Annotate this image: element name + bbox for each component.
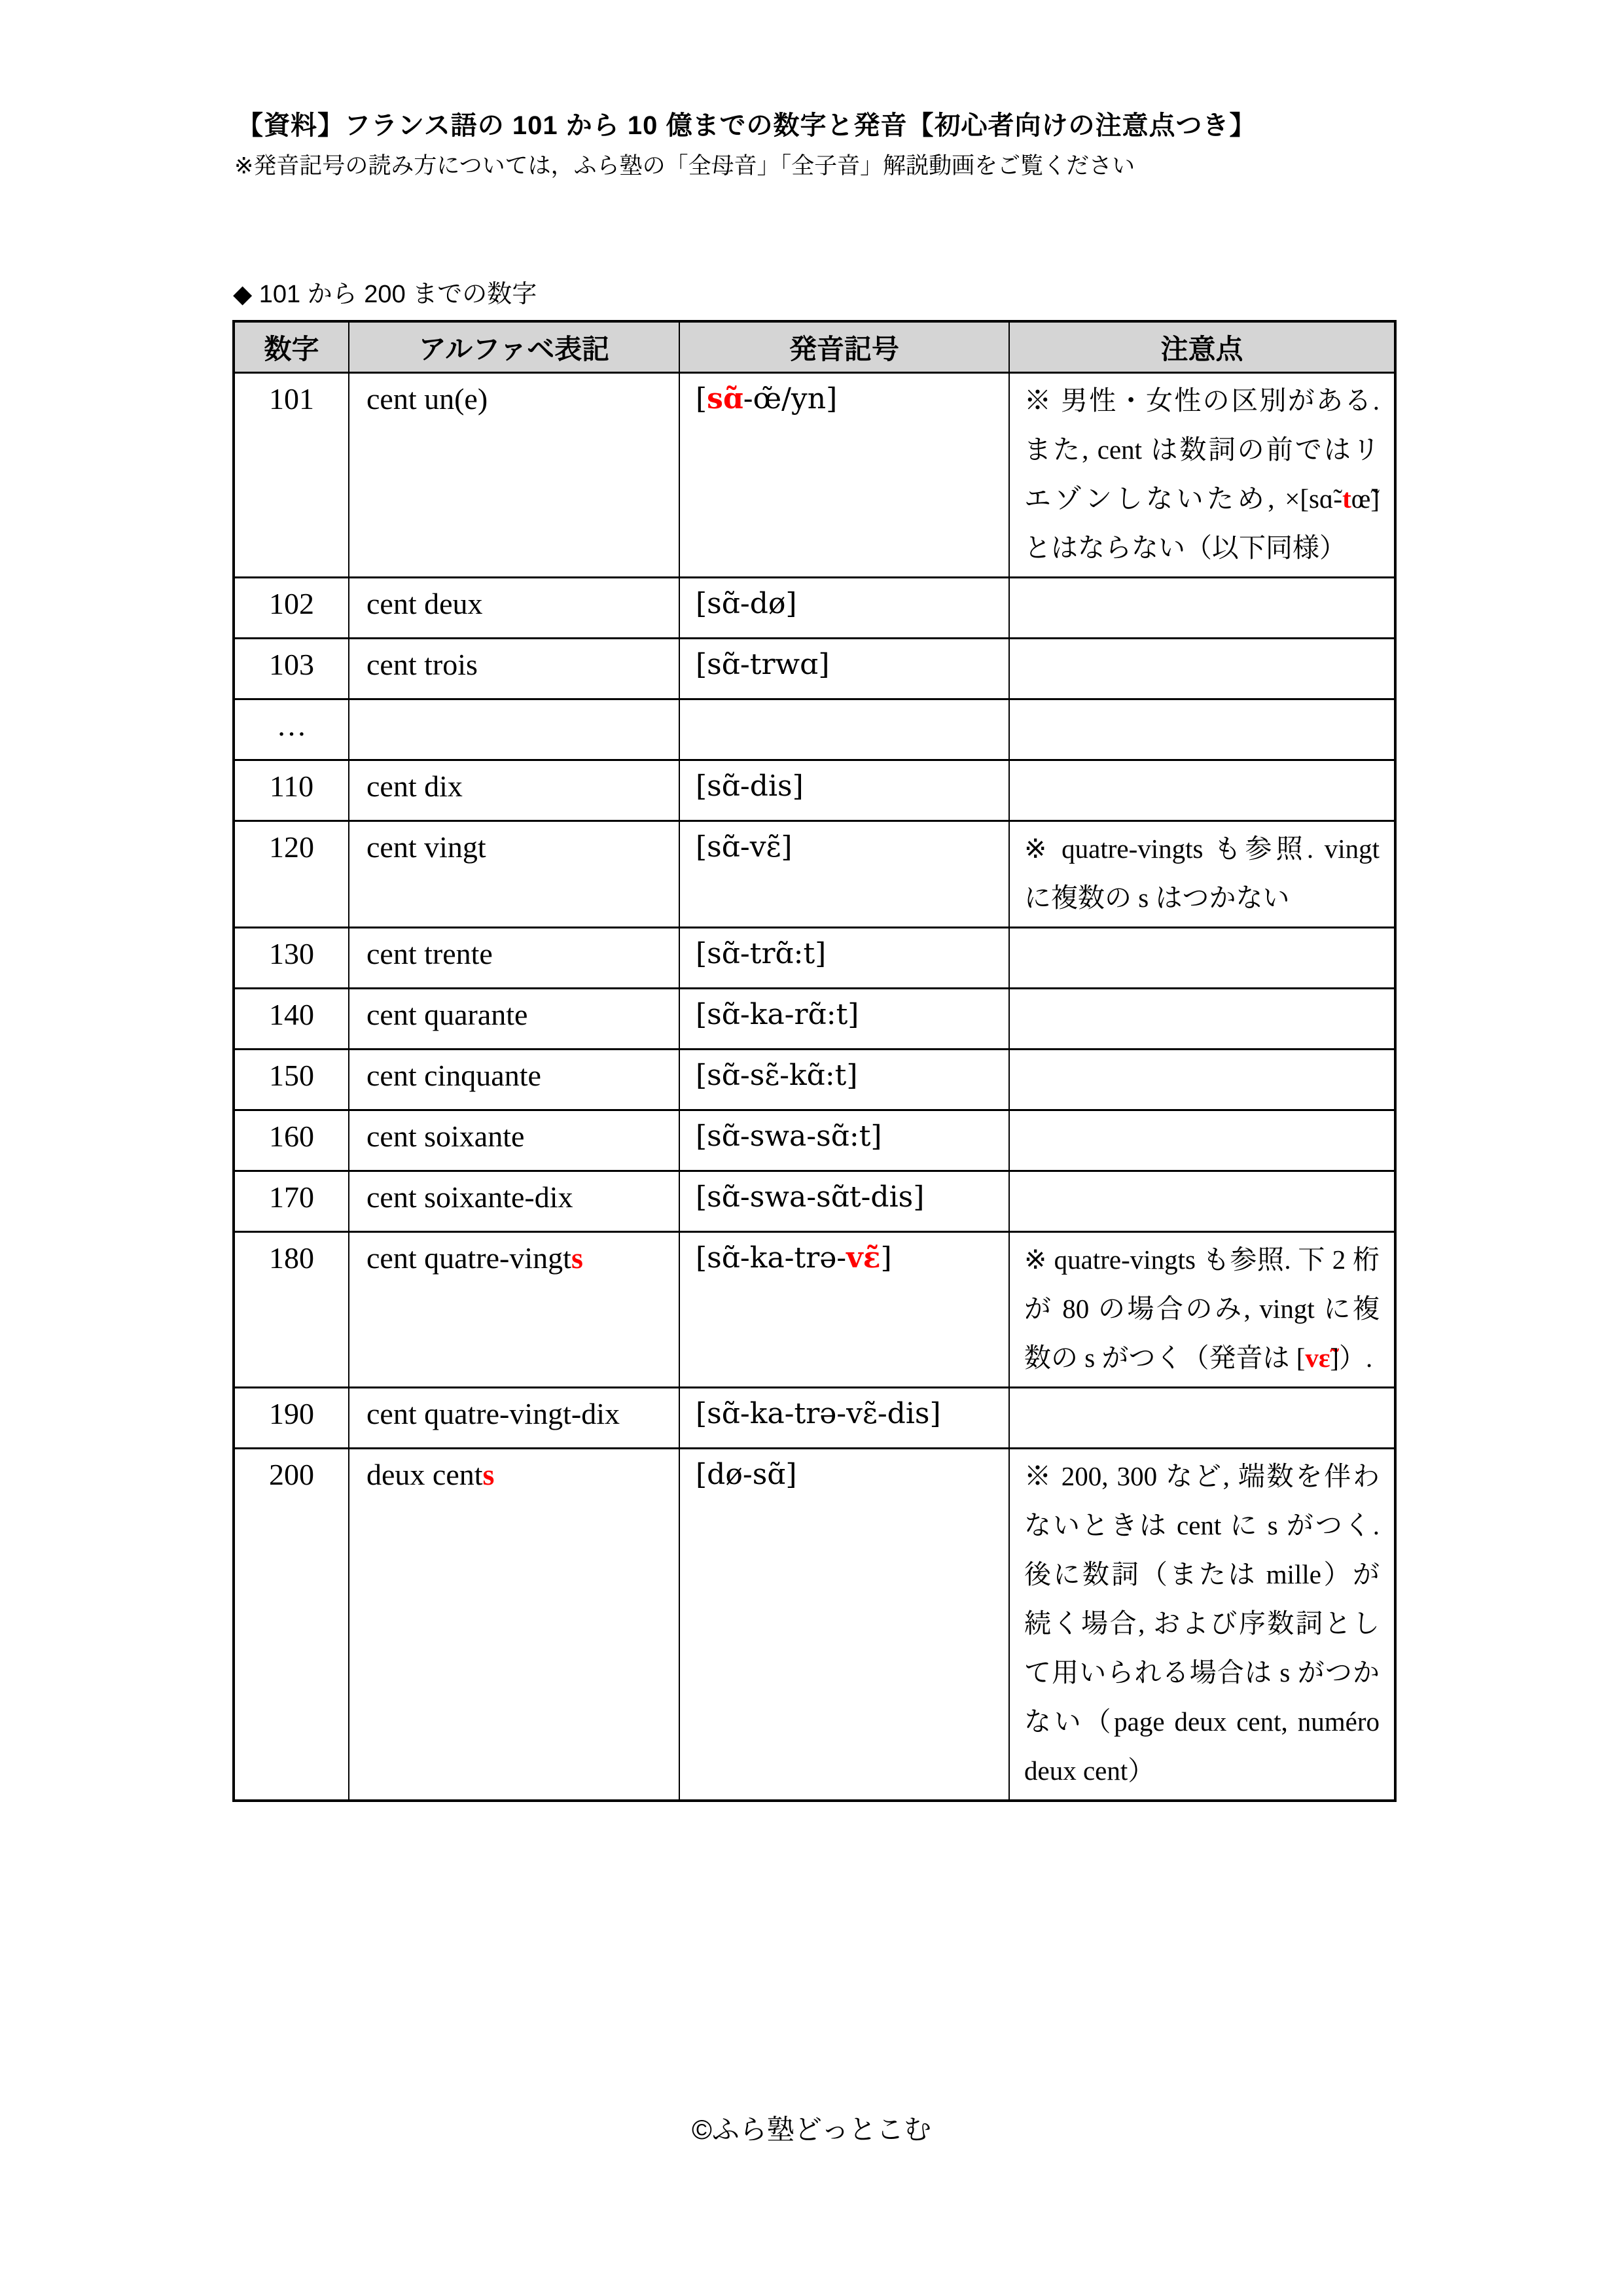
cell-number: 101: [234, 373, 349, 578]
cell-number: 102: [234, 578, 349, 639]
table-row: [234, 1171, 1395, 1232]
cell-pronunciation: [679, 1388, 1009, 1449]
cell-number: 160: [234, 1110, 349, 1171]
table-header-cell: 注意点: [1009, 321, 1395, 373]
cell-text: cent soixante: [366, 1120, 525, 1153]
cell-number: 200: [234, 1449, 349, 1801]
table-row: [234, 578, 1395, 639]
highlight-red-text: vɛ̃: [846, 1241, 881, 1275]
numbers-table: [232, 320, 1397, 1802]
cell-pronunciation: [679, 1232, 1009, 1388]
cell-alphabet: [349, 821, 679, 928]
cell-text: cent trente: [366, 937, 493, 970]
cell-text: cent trois: [366, 648, 478, 681]
cell-pronunciation: [679, 699, 1009, 760]
cell-pronunciation: [679, 578, 1009, 639]
section-heading: ◆ 101 から 200 までの数字: [233, 281, 537, 308]
table-row: [234, 821, 1395, 928]
table-row: [234, 699, 1395, 760]
cell-note: [1009, 1050, 1395, 1110]
cell-note: [1009, 578, 1395, 639]
cell-alphabet: [349, 578, 679, 639]
cell-text: cent quarante: [366, 998, 528, 1031]
cell-number: 103: [234, 639, 349, 699]
table-row: [234, 639, 1395, 699]
cell-text: [sɑ̃-ka-trə-vɛ̃-dis]: [696, 1397, 941, 1430]
cell-alphabet: [349, 928, 679, 989]
cell-text: cent cinquante: [366, 1059, 541, 1092]
cell-number: 110: [234, 760, 349, 821]
cell-text: ※ 男性・女性の区別がある. また, cent は数詞の前ではリエゾンしないため, ×[sɑ̃-: [1024, 385, 1380, 514]
highlight-red-text: s: [482, 1458, 495, 1491]
cell-alphabet: [349, 760, 679, 821]
cell-pronunciation: [679, 639, 1009, 699]
cell-note: [1009, 821, 1395, 928]
cell-alphabet: [349, 1388, 679, 1449]
cell-alphabet: [349, 1449, 679, 1801]
table-row: [234, 760, 1395, 821]
cell-alphabet: [349, 373, 679, 578]
page-title: 【資料】フランス語の 101 から 10 億までの数字と発音【初心者向けの注意点つき】: [237, 111, 1257, 140]
cell-text: cent deux: [366, 587, 483, 620]
cell-number: 170: [234, 1171, 349, 1232]
cell-pronunciation: [679, 1449, 1009, 1801]
cell-number: 190: [234, 1388, 349, 1449]
cell-number: 140: [234, 989, 349, 1050]
highlight-red-text: vɛ̃: [1305, 1343, 1330, 1373]
cell-pronunciation: [679, 760, 1009, 821]
table-row: [234, 373, 1395, 578]
table-row: [234, 1449, 1395, 1801]
cell-note: [1009, 639, 1395, 699]
footer-copyright: ©ふら塾どっとこむ: [691, 2114, 932, 2145]
cell-number: 130: [234, 928, 349, 989]
cell-note: [1009, 760, 1395, 821]
cell-text: [sɑ̃-ka-trə-: [696, 1241, 847, 1275]
cell-note: [1009, 373, 1395, 578]
cell-alphabet: [349, 1110, 679, 1171]
cell-number: 150: [234, 1050, 349, 1110]
cell-text: [: [696, 382, 707, 415]
cell-alphabet: [349, 989, 679, 1050]
cell-text: œ̃] とはならない（以下同様）: [1024, 484, 1380, 563]
cell-note: [1009, 1171, 1395, 1232]
cell-note: [1009, 1110, 1395, 1171]
cell-pronunciation: [679, 821, 1009, 928]
cell-pronunciation: [679, 1050, 1009, 1110]
table-row: [234, 1110, 1395, 1171]
table-row: [234, 1388, 1395, 1449]
highlight-red-text: sɑ̃: [707, 382, 743, 415]
cell-text: ※ 200, 300 など, 端数を伴わないときは cent に s がつく. 後に数詞（または mille）が続く場合, および序数詞として用いられる場合は s がつかない（page deux cent, numéro deux cent）: [1024, 1461, 1380, 1786]
table-header-cell: 発音記号: [679, 321, 1009, 373]
cell-text: cent dix: [366, 769, 463, 803]
cell-alphabet: [349, 699, 679, 760]
cell-text: cent un(e): [366, 382, 488, 415]
cell-text: [sɑ̃-dis]: [696, 769, 804, 803]
cell-text: [sɑ̃-swa-sɑ̃t-dis]: [696, 1180, 925, 1214]
cell-note: [1009, 1449, 1395, 1801]
cell-text: [sɑ̃-vɛ̃]: [696, 830, 793, 864]
cell-note: [1009, 989, 1395, 1050]
cell-pronunciation: [679, 989, 1009, 1050]
table-header-cell: アルファベ表記: [349, 321, 679, 373]
cell-pronunciation: [679, 1171, 1009, 1232]
cell-text: [sɑ̃-trɑ̃:t]: [696, 937, 827, 970]
table-header: [234, 321, 1395, 373]
cell-note: [1009, 699, 1395, 760]
cell-text: [sɑ̃-swa-sɑ̃:t]: [696, 1120, 882, 1153]
cell-text: deux cent: [366, 1458, 483, 1491]
table-row: [234, 1232, 1395, 1388]
cell-alphabet: [349, 1232, 679, 1388]
table-header-cell: 数字: [234, 321, 349, 373]
cell-number: 120: [234, 821, 349, 928]
table-header-row: [234, 321, 1395, 373]
table-row: [234, 989, 1395, 1050]
cell-text: ※ quatre-vingts も参照. 下 2 桁が 80 の場合のみ, vingt に複数の s がつく（発音は [: [1024, 1245, 1380, 1373]
cell-text: ]）.: [1330, 1343, 1373, 1373]
cell-alphabet: [349, 639, 679, 699]
cell-pronunciation: [679, 928, 1009, 989]
cell-pronunciation: [679, 373, 1009, 578]
cell-alphabet: [349, 1171, 679, 1232]
cell-text: [dø-sɑ̃]: [696, 1458, 797, 1491]
cell-text: -œ̃/yn]: [743, 382, 838, 415]
cell-text: cent soixante-dix: [366, 1180, 573, 1214]
cell-text: [sɑ̃-dø]: [696, 587, 797, 620]
table-body: [234, 373, 1395, 1801]
cell-text: cent quatre-vingt: [366, 1241, 571, 1275]
table-row: [234, 1050, 1395, 1110]
cell-text: ]: [880, 1241, 892, 1275]
cell-text: [sɑ̃-ka-rɑ̃:t]: [696, 998, 859, 1031]
cell-text: cent quatre-vingt-dix: [366, 1397, 620, 1430]
cell-pronunciation: [679, 1110, 1009, 1171]
cell-text: [sɑ̃-sɛ̃-kɑ̃:t]: [696, 1059, 858, 1092]
cell-text: [sɑ̃-trwɑ]: [696, 648, 830, 681]
cell-note: [1009, 1388, 1395, 1449]
table-row: [234, 928, 1395, 989]
page-subtitle: ※発音記号の読み方については，ふら塾の「全母音」「全子音」解説動画をご覧ください: [234, 153, 1135, 179]
cell-note: [1009, 928, 1395, 989]
cell-note: [1009, 1232, 1395, 1388]
cell-text: ※ quatre-vingts も参照. vingt に複数の s はつかない: [1024, 834, 1380, 913]
cell-number: 180: [234, 1232, 349, 1388]
cell-alphabet: [349, 1050, 679, 1110]
highlight-red-text: t: [1342, 484, 1351, 514]
highlight-red-text: s: [571, 1241, 583, 1275]
cell-text: cent vingt: [366, 830, 486, 864]
cell-number: …: [234, 699, 349, 760]
